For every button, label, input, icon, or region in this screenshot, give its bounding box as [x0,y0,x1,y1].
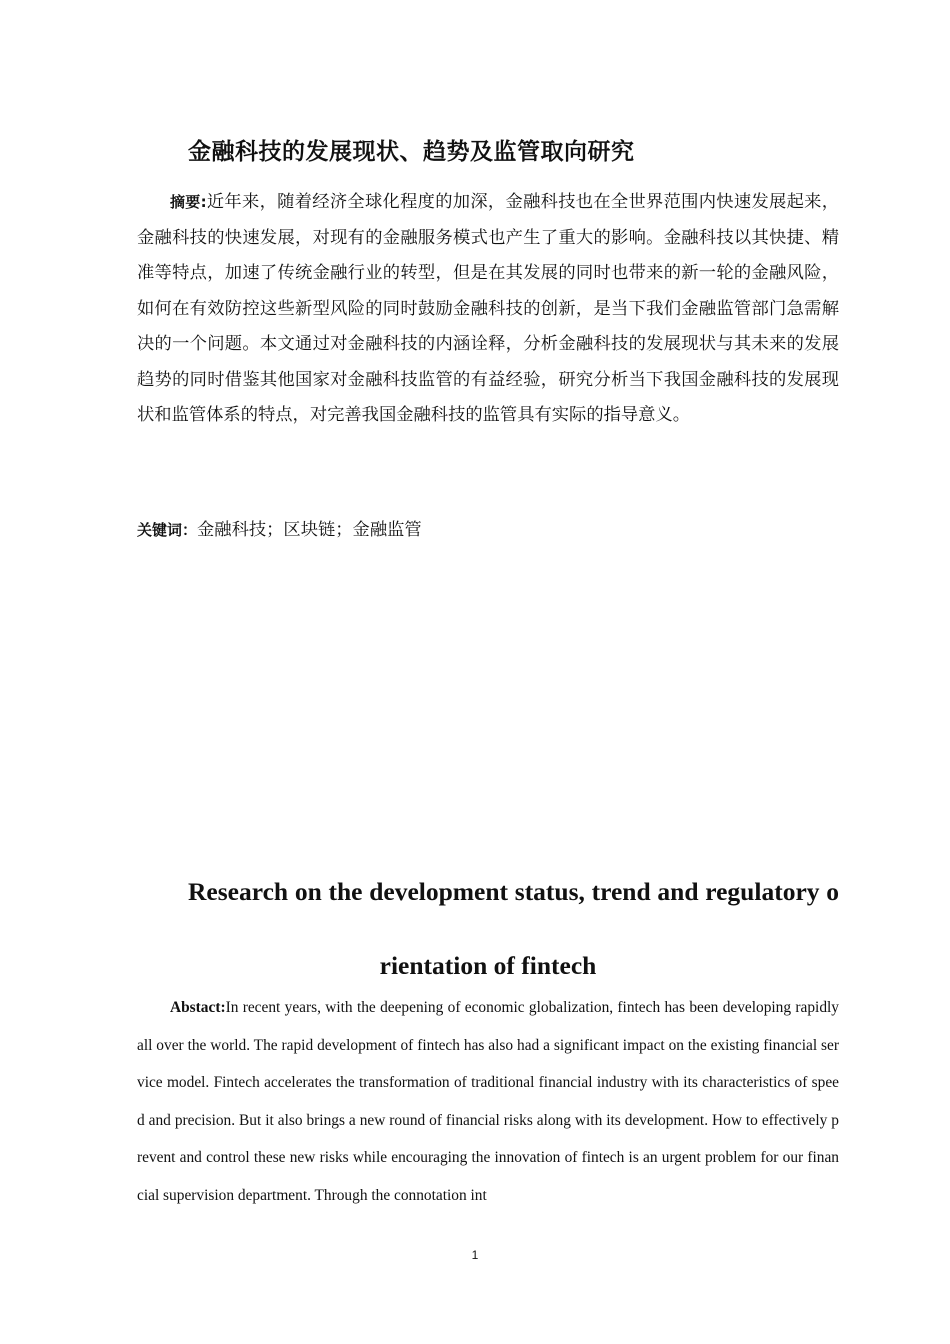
english-abstract-label: Abstact: [170,999,226,1016]
chinese-keywords-text: 金融科技；区块链；金融监管 [197,520,422,540]
chinese-title: 金融科技的发展现状、趋势及监管取向研究 [188,139,635,165]
english-abstract-text: In recent years, with the deepening of economic globalization, fintech has been developing rapidly all over the world. The rapid development of fintech has also had a significant impact on the existing financial service model. Fintech accelerates the transformation of traditional financial industry with its characteristics of speed and precision. But it also brings a new round of financial risks along with its development. How to effectively prevent and control these new risks while encouraging the innovation of fintech is an urgent problem for our financial supervision department. Through the connotation int [137,999,839,1204]
page-number: 1 [471,1248,479,1262]
english-abstract [137,989,839,1214]
english-title: Research on the development status, trend and regulatory orientation of fintech [188,877,839,980]
chinese-abstract-text: 近年来，随着经济全球化程度的加深，金融科技也在全世界范围内快速发展起来，金融科技的快速发展，对现有的金融服务模式也产生了重大的影响。金融科技以其快捷、精准等特点，加速了传统金融行业的转型，但是在其发展的同时也带来的新一轮的金融风险，如何在有效防控这些新型风险的同时鼓励金融科技的创新，是当下我们金融监管部门急需解决的一个问题。本文通过对金融科技的内涵诠释，分析金融科技的发展现状与其未来的发展趋势的同时借鉴其他国家对金融科技监管的有益经验，研究分析当下我国金融科技的发展现状和监管体系的特点，对完善我国金融科技的监管具有实际的指导意义。 [137,192,839,425]
chinese-keywords-label: 关键词： [137,521,198,539]
chinese-abstract [137,185,839,434]
chinese-abstract-label: 摘要: [170,193,207,211]
chinese-keywords [137,514,422,546]
